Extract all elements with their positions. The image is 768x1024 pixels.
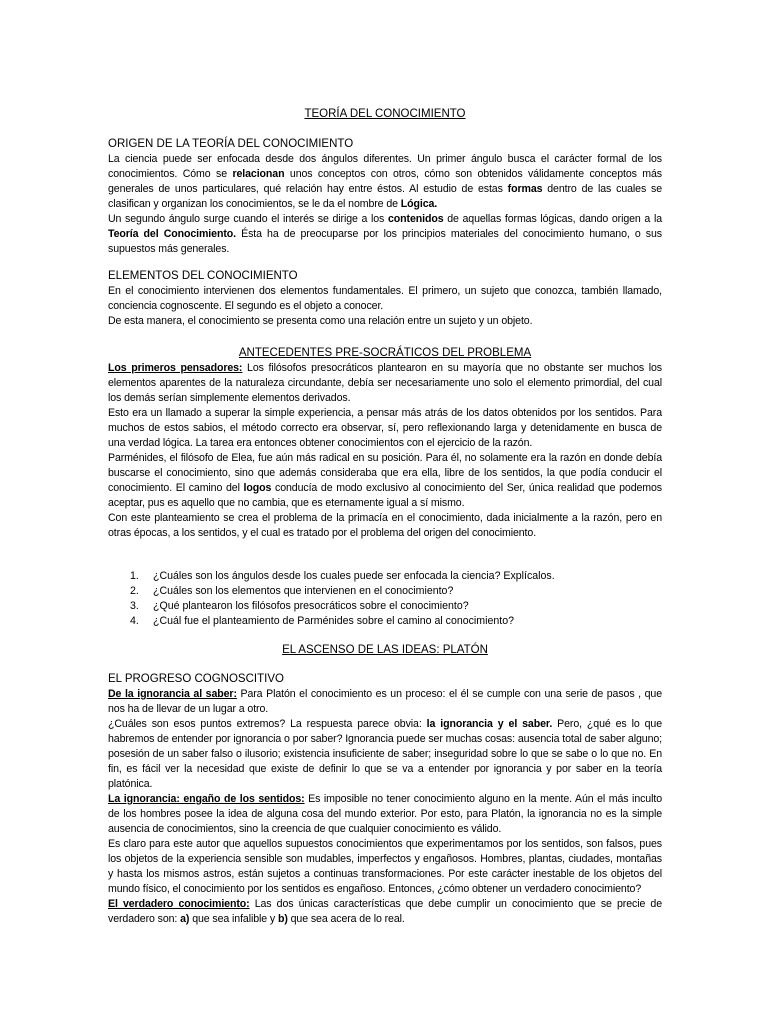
paragraph: Es claro para este autor que aquellos supuestos conocimientos que experimentamos por los sentidos, son falsos, pues los objetos de la experiencia sensible son mudables, imperfectos y engañosos. Hombres, plantas, ciudades, montañas y hasta los mismos astros, están sujetos a continuas transformaciones. Por este carácter inestable de los objetos del mundo físico, el conocimiento por los sentidos es engañoso. Entonces, ¿cómo obtener un verdadero conocimiento? — [108, 838, 662, 895]
section-heading: ELEMENTOS DEL CONOCIMIENTO — [108, 270, 298, 282]
paragraph: El verdadero conocimiento: Las dos únicas características que debe cumplir un conocimiento que se precie de verdadero son: a) que sea infalible y b) que sea acera de lo real. — [108, 898, 663, 925]
question-list — [108, 569, 662, 629]
section-origen — [108, 137, 662, 257]
paragraph: De la ignorancia al saber: Para Platón el conocimiento es un proceso: el él se cumple con una serie de pasos , que nos ha de llevar de un lugar a otro. — [108, 688, 662, 715]
paragraph: Parménides, el filósofo de Elea, fue aún más radical en su posición. Para él, no solamente era la razón en donde debía buscarse el conocimiento, sino que además consideraba que era ella, libre de los sentidos, la que podía conducir el conocimiento. El camino del logos conducía de modo exclusivo al conocimiento del Ser, única realidad que podemos aceptar, pus es aquello que no cambia, que es eternamente igual a sí mismo. — [108, 452, 662, 509]
document-title: TEORÍA DEL CONOCIMIENTO — [304, 108, 466, 120]
section-elementos — [108, 269, 662, 329]
section-heading: ORIGEN DE LA TEORÍA DEL CONOCIMIENTO — [108, 138, 354, 150]
paragraph: En el conocimiento intervienen dos elementos fundamentales. El primero, un sujeto que conozca, también llamado, conciencia cognoscente. El segundo es el objeto a conocer. — [108, 285, 662, 312]
paragraph: ¿Cuáles son esos puntos extremos? La respuesta parece obvia: la ignorancia y el saber. Pero, ¿qué es lo que habremos de entender por ignorancia o por saber? Ignorancia puede ser muchas cosas: ausencia total de saber alguno; posesión de un saber falso o ilusorio; existencia insuficiente de saber; inseguridad sobre lo que se sabe o lo que no. En fin, es fácil ver la necesidad que existe de definir lo que se va a entender por ignorancia y por saber en la teoría platónica. — [108, 718, 662, 790]
paragraph: Con este planteamiento se crea el problema de la primacía en el conocimiento, dada inicialmente a la razón, pero en otras épocas, a los sentidos, y el cual es tratado por el problema del origen del conocimiento. — [108, 512, 662, 539]
list-item: 2. ¿Cuáles son los elementos que intervienen en el conocimiento? — [130, 585, 454, 597]
list-item: 4. ¿Cuál fue el planteamiento de Parménides sobre el camino al conocimiento? — [130, 615, 514, 627]
paragraph: Los primeros pensadores: Los filósofos presocráticos plantearon en su mayoría que no obstante ser muchos los elementos aparentes de la naturaleza circundante, debía ser necesariamente uno solo el elemento primordial, del cual los demás serían simplemente elementos derivados. — [108, 362, 662, 404]
paragraph: Esto era un llamado a superar la simple experiencia, a pensar más atrás de los datos obtenidos por los sentidos. Para muchos de estos sabios, el método correcto era observar, sí, pero reflexionando larga y detenidamente en busca de una verdad lógica. La tarea era entonces obtener conocimientos con el ejercicio de la razón. — [108, 407, 662, 449]
section-platon — [108, 672, 662, 927]
section-heading: EL PROGRESO COGNOSCITIVO — [108, 673, 284, 685]
section-title: ANTECEDENTES PRE-SOCRÁTICOS DEL PROBLEMA — [238, 347, 532, 359]
paragraph: Un segundo ángulo surge cuando el interés se dirige a los contenidos de aquellas formas lógicas, dando origen a la Teoría del Conocimiento. Ésta ha de preocuparse por los principios materiales del conocimiento humano, o sus supuestos más generales. — [108, 213, 662, 255]
section-title: EL ASCENSO DE LAS IDEAS: PLATÓN — [282, 644, 488, 656]
paragraph: La ciencia puede ser enfocada desde dos ángulos diferentes. Un primer ángulo busca el carácter formal de los conocimientos. Cómo se relacionan unos conceptos con otros, cómo son obtenidos válidamente conceptos más generales de unos particulares, qué relación hay entre éstos. Al estudio de estas formas dentro de las cuales se clasifican y organizan los conocimientos, se le da el nombre de Lógica. — [108, 153, 663, 210]
list-item: 1. ¿Cuáles son los ángulos desde los cuales puede ser enfocada la ciencia? Explícalos. — [130, 570, 555, 582]
paragraph: La ignorancia: engaño de los sentidos: Es imposible no tener conocimiento alguno en la mente. Aún el más inculto de los hombres posee la idea de alguna cosa del mundo exterior. Por esto, para Platón, la ignorancia no es la simple ausencia de conocimientos, sino la creencia de que cualquier conocimiento es válido. — [108, 793, 662, 835]
section-antecedentes — [108, 361, 662, 541]
paragraph: De esta manera, el conocimiento se presenta como una relación entre un sujeto y un objeto. — [108, 315, 533, 327]
list-item: 3. ¿Qué plantearon los filósofos presocráticos sobre el conocimiento? — [130, 600, 469, 612]
